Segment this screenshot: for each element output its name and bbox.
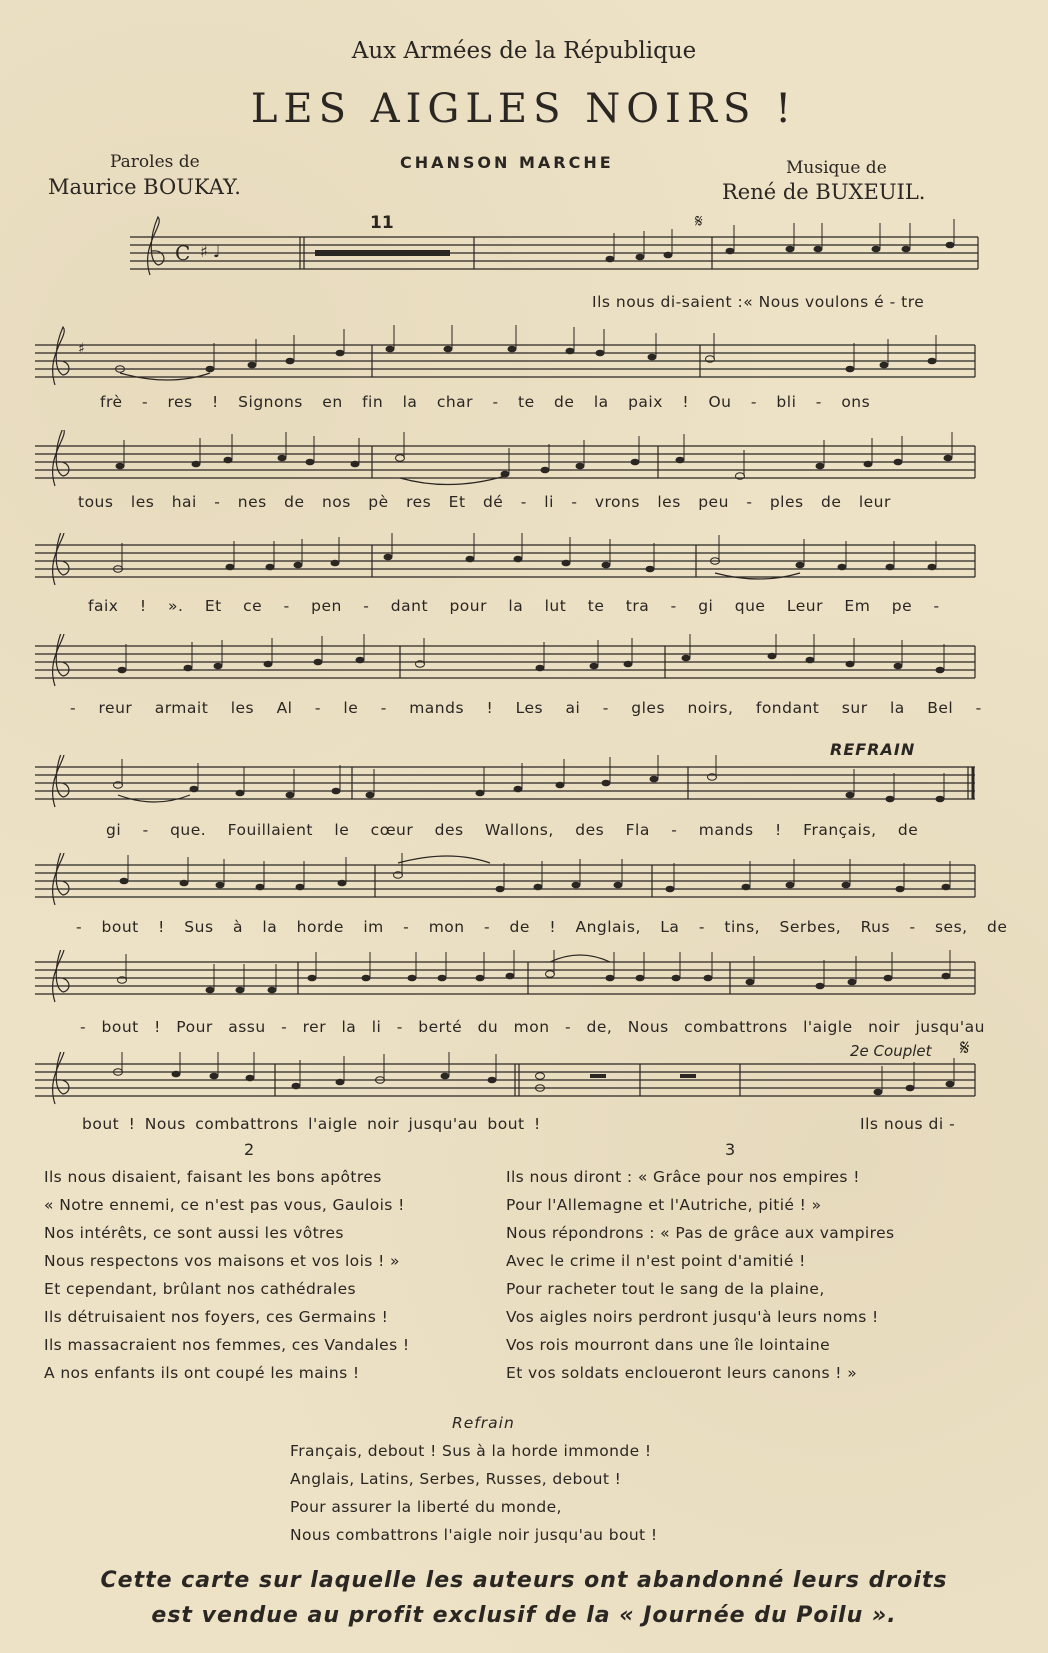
refrain-line: Pour assurer la liberté du monde, [290, 1498, 562, 1516]
song-subtitle: CHANSON MARCHE [400, 153, 614, 172]
lyricist-name: Maurice BOUKAY. [48, 175, 241, 199]
lyric-line-3: tous les hai - nes de nos pè res Et dé - li - vrons les peu - ples de leur [78, 493, 891, 511]
refrain-label: REFRAIN [830, 740, 916, 759]
footer-line-1: Cette carte sur laquelle les auteurs ont abandonné leurs droits [100, 1568, 948, 1593]
music-staff-6 [0, 755, 1048, 825]
lyric-line-1: Ils nous di-saient :« Nous voulons é - tre [592, 293, 925, 311]
whole-rest-2 [680, 1074, 696, 1078]
whole-rest [590, 1074, 606, 1078]
verse-3-line: Vos aigles noirs perdront jusqu'à leurs noms ! [506, 1308, 879, 1326]
music-staff-9 [0, 1052, 1048, 1122]
verse-3-line: Avec le crime il n'est point d'amitié ! [506, 1252, 806, 1270]
tempo-mark: 11 [370, 213, 394, 233]
refrain-heading: Refrain [452, 1414, 515, 1432]
lyricist-label: Paroles de [110, 152, 200, 172]
verse-2-line: Nous respectons vos maisons et vos lois ! » [44, 1252, 400, 1270]
music-staff-1 [0, 205, 1048, 290]
verse-3-line: Pour l'Allemagne et l'Autriche, pitié ! » [506, 1196, 822, 1214]
segno-icon: 𝄋 [960, 1036, 970, 1061]
music-staff-7 [0, 853, 1048, 923]
lyric-line-4: faix ! ». Et ce - pen - dant pour la lut te tra - gi que Leur Em pe - [88, 597, 940, 615]
verse-2-line: Nos intérêts, ce sont aussi les vôtres [44, 1224, 344, 1242]
lyric-line-5: - reur armait les Al - le - mands ! Les ai - gles noirs, fondant sur la Bel - [70, 699, 982, 717]
song-title: LES AIGLES NOIRS ! [250, 86, 798, 132]
composer-label: Musique de [786, 158, 887, 178]
notes-staff-3 [116, 432, 953, 479]
verse-3-line: Vos rois mourront dans une île lointaine [506, 1336, 831, 1354]
composer-name: René de BUXEUIL. [722, 180, 926, 204]
dedication: Aux Armées de la République [351, 38, 697, 64]
verse-3-line: Et vos soldats encloueront leurs canons ! » [506, 1364, 858, 1382]
verse-3-line: Ils nous diront : « Grâce pour nos empires ! [506, 1168, 860, 1186]
verse-3-number: 3 [725, 1140, 736, 1159]
verse-2-line: A nos enfants ils ont coupé les mains ! [44, 1364, 360, 1382]
couplet-label: 2e Couplet [850, 1042, 932, 1060]
notes-staff-9 [114, 1052, 955, 1095]
lyric-line-6: gi - que. Fouillaient le cœur des Wallons, des Fla - mands ! Français, de [106, 821, 919, 839]
verse-3-line: Pour racheter tout le sang de la plaine, [506, 1280, 825, 1298]
notes-staff-6 [114, 755, 945, 802]
multi-measure-rest [315, 250, 450, 256]
music-staff-8 [0, 950, 1048, 1020]
refrain-line: Nous combattrons l'aigle noir jusqu'au bout ! [290, 1526, 658, 1544]
lyric-line-9: bout ! Nous combattrons l'aigle noir jusqu'au bout ! [82, 1115, 541, 1133]
verse-2-line: Ils détruisaient nos foyers, ces Germains ! [44, 1308, 389, 1326]
footer-line-2: est vendue au profit exclusif de la « Journée du Poilu ». [151, 1603, 897, 1628]
verse-2-line: « Notre ennemi, ce n'est pas vous, Gaulois ! [44, 1196, 405, 1214]
svg-text:𝄋: 𝄋 [695, 211, 703, 232]
refrain-line: Français, debout ! Sus à la horde immonde ! [290, 1442, 652, 1460]
verse-2-line: Et cependant, brûlant nos cathédrales [44, 1280, 357, 1298]
svg-text:C: C [175, 241, 191, 265]
music-staff-4 [0, 533, 1048, 603]
verse-2-line: Ils massacraient nos femmes, ces Vandales ! [44, 1336, 410, 1354]
verse-2-number: 2 [244, 1140, 255, 1159]
verse-3-line: Nous répondrons : « Pas de grâce aux vampires [506, 1224, 895, 1242]
music-staff-3 [0, 430, 1048, 500]
lyric-line-7: - bout ! Sus à la horde im - mon - de ! Anglais, La - tins, Serbes, Rus - ses, de [76, 918, 1008, 936]
lyric-line-8: - bout ! Pour assu - rer la li - berté du mon - de, Nous combattrons l'aigle noir jusqu'au [80, 1018, 985, 1036]
verse-2-line: Ils nous disaient, faisant les bons apôtres [44, 1168, 382, 1186]
refrain-line: Anglais, Latins, Serbes, Russes, debout ! [290, 1470, 622, 1488]
notes-staff-1 [606, 219, 955, 262]
svg-text:♯ ♩: ♯ ♩ [200, 242, 221, 261]
music-staff-5 [0, 634, 1048, 704]
lyric-line-2: frè - res ! Signons en fin la char - te de la paix ! Ou - bli - ons [100, 393, 871, 411]
notes-staff-8 [118, 950, 951, 993]
lyric-line-10: Ils nous di - [860, 1115, 956, 1133]
svg-text:♯: ♯ [78, 341, 85, 357]
notes-staff-2 [116, 325, 937, 372]
